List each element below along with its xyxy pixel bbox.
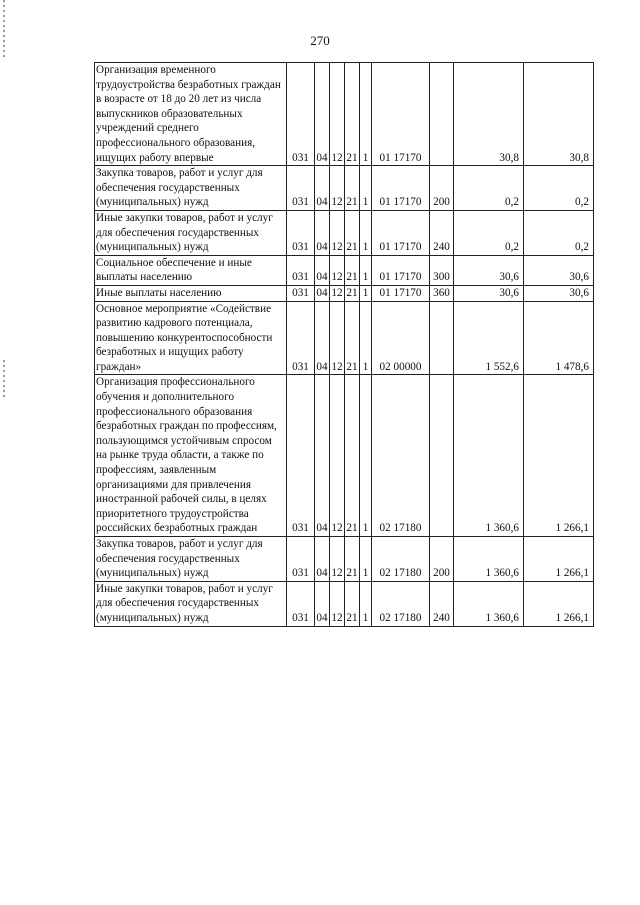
row-name-text: Иные выплаты населению <box>96 286 222 299</box>
cell-ministry: 031 <box>287 255 315 285</box>
cell-ministry: 031 <box>287 285 315 301</box>
table-row <box>95 581 594 626</box>
cell-section: 04 <box>315 255 330 285</box>
table-row <box>95 301 594 375</box>
scan-margin-artifact <box>3 360 5 400</box>
cell-ministry: 031 <box>287 581 315 626</box>
page-number: 270 <box>310 33 330 48</box>
cell-subsection: 12 <box>330 375 345 537</box>
cell-amount-2: 1 266,1 <box>524 375 594 537</box>
row-name-text: Социальное обеспечение и иные выплаты населению <box>96 256 252 284</box>
cell-name <box>95 301 287 375</box>
cell-expense-type: 360 <box>430 285 454 301</box>
table-row <box>95 255 594 285</box>
table-row <box>95 166 594 211</box>
cell-name <box>95 375 287 537</box>
cell-ministry: 031 <box>287 301 315 375</box>
cell-name <box>95 210 287 255</box>
cell-ministry: 031 <box>287 166 315 211</box>
cell-name <box>95 255 287 285</box>
cell-ministry: 031 <box>287 63 315 166</box>
cell-amount-1: 1 360,6 <box>454 581 524 626</box>
cell-section: 04 <box>315 581 330 626</box>
cell-activity: 01 17170 <box>372 166 430 211</box>
cell-program: 21 <box>345 63 360 166</box>
cell-amount-1: 30,6 <box>454 255 524 285</box>
table-row <box>95 210 594 255</box>
table-row <box>95 537 594 582</box>
cell-ministry: 031 <box>287 537 315 582</box>
cell-subprogram: 1 <box>360 375 372 537</box>
cell-subprogram: 1 <box>360 210 372 255</box>
cell-section: 04 <box>315 375 330 537</box>
table-row <box>95 375 594 537</box>
row-name-text: Закупка товаров, работ и услуг для обеспечения государственных (муниципальных) нужд <box>96 538 263 580</box>
cell-subsection: 12 <box>330 301 345 375</box>
cell-activity: 02 17180 <box>372 375 430 537</box>
cell-name <box>95 63 287 166</box>
row-name-text: Закупка товаров, работ и услуг для обеспечения государственных (муниципальных) нужд <box>96 167 263 209</box>
row-name-text: Основное мероприятие «Содействие развитию кадрового потенциала, повышению конкурентоспособности безработных и ищущих работу граждан» <box>96 302 273 373</box>
cell-activity: 01 17170 <box>372 285 430 301</box>
cell-amount-1: 30,8 <box>454 63 524 166</box>
cell-amount-2: 1 478,6 <box>524 301 594 375</box>
cell-amount-2: 0,2 <box>524 166 594 211</box>
cell-activity: 01 17170 <box>372 210 430 255</box>
cell-name <box>95 285 287 301</box>
table-body <box>95 63 594 627</box>
row-name-text: Организация профессионального обучения и дополнительного профессионального образования безработных граждан по профессиям, пользующимся устойчивым спросом на рынке труда области, а также по профессиям, заявленным организациями для привлечения иностранной рабочей силы, в целях приоритетного трудоустройства российских безработных граждан <box>96 376 277 535</box>
cell-amount-1: 30,6 <box>454 285 524 301</box>
cell-subsection: 12 <box>330 210 345 255</box>
cell-ministry: 031 <box>287 210 315 255</box>
cell-expense-type: 300 <box>430 255 454 285</box>
cell-subprogram: 1 <box>360 537 372 582</box>
cell-name <box>95 166 287 211</box>
cell-program: 21 <box>345 166 360 211</box>
cell-subprogram: 1 <box>360 63 372 166</box>
cell-subprogram: 1 <box>360 581 372 626</box>
cell-section: 04 <box>315 537 330 582</box>
cell-activity: 02 00000 <box>372 301 430 375</box>
cell-program: 21 <box>345 301 360 375</box>
cell-ministry: 031 <box>287 375 315 537</box>
cell-subsection: 12 <box>330 285 345 301</box>
cell-amount-1: 1 360,6 <box>454 375 524 537</box>
budget-table <box>94 62 594 627</box>
row-name-text: Организация временного трудоустройства безработных граждан в возрасте от 18 до 20 лет из числа выпускников образовательных учреждений среднего профессионального образования, ищущих работу впервые <box>96 64 281 164</box>
cell-subsection: 12 <box>330 537 345 582</box>
cell-amount-1: 0,2 <box>454 210 524 255</box>
cell-program: 21 <box>345 210 360 255</box>
cell-program: 21 <box>345 375 360 537</box>
scan-margin-artifact <box>3 0 5 60</box>
cell-program: 21 <box>345 285 360 301</box>
cell-amount-2: 1 266,1 <box>524 537 594 582</box>
cell-name <box>95 581 287 626</box>
cell-subsection: 12 <box>330 63 345 166</box>
cell-section: 04 <box>315 285 330 301</box>
cell-amount-1: 1 552,6 <box>454 301 524 375</box>
cell-expense-type: 240 <box>430 210 454 255</box>
cell-activity: 02 17180 <box>372 581 430 626</box>
cell-activity: 02 17180 <box>372 537 430 582</box>
cell-section: 04 <box>315 63 330 166</box>
cell-amount-1: 0,2 <box>454 166 524 211</box>
cell-activity: 01 17170 <box>372 255 430 285</box>
cell-expense-type <box>430 301 454 375</box>
cell-subprogram: 1 <box>360 301 372 375</box>
cell-program: 21 <box>345 537 360 582</box>
cell-name <box>95 537 287 582</box>
table-row <box>95 63 594 166</box>
cell-program: 21 <box>345 581 360 626</box>
cell-expense-type <box>430 375 454 537</box>
cell-program: 21 <box>345 255 360 285</box>
cell-amount-2: 30,6 <box>524 255 594 285</box>
cell-section: 04 <box>315 166 330 211</box>
cell-expense-type: 240 <box>430 581 454 626</box>
cell-amount-2: 30,8 <box>524 63 594 166</box>
row-name-text: Иные закупки товаров, работ и услуг для обеспечения государственных (муниципальных) нужд <box>96 582 273 624</box>
cell-subsection: 12 <box>330 166 345 211</box>
cell-amount-1: 1 360,6 <box>454 537 524 582</box>
row-name-text: Иные закупки товаров, работ и услуг для обеспечения государственных (муниципальных) нужд <box>96 211 273 254</box>
cell-subprogram: 1 <box>360 255 372 285</box>
cell-subprogram: 1 <box>360 166 372 211</box>
cell-expense-type: 200 <box>430 537 454 582</box>
cell-amount-2: 0,2 <box>524 210 594 255</box>
cell-amount-2: 1 266,1 <box>524 581 594 626</box>
cell-expense-type: 200 <box>430 166 454 211</box>
cell-subsection: 12 <box>330 581 345 626</box>
cell-section: 04 <box>315 301 330 375</box>
cell-expense-type <box>430 63 454 166</box>
cell-section: 04 <box>315 210 330 255</box>
table-row <box>95 285 594 301</box>
cell-amount-2: 30,6 <box>524 285 594 301</box>
cell-subprogram: 1 <box>360 285 372 301</box>
cell-activity: 01 17170 <box>372 63 430 166</box>
cell-subsection: 12 <box>330 255 345 285</box>
